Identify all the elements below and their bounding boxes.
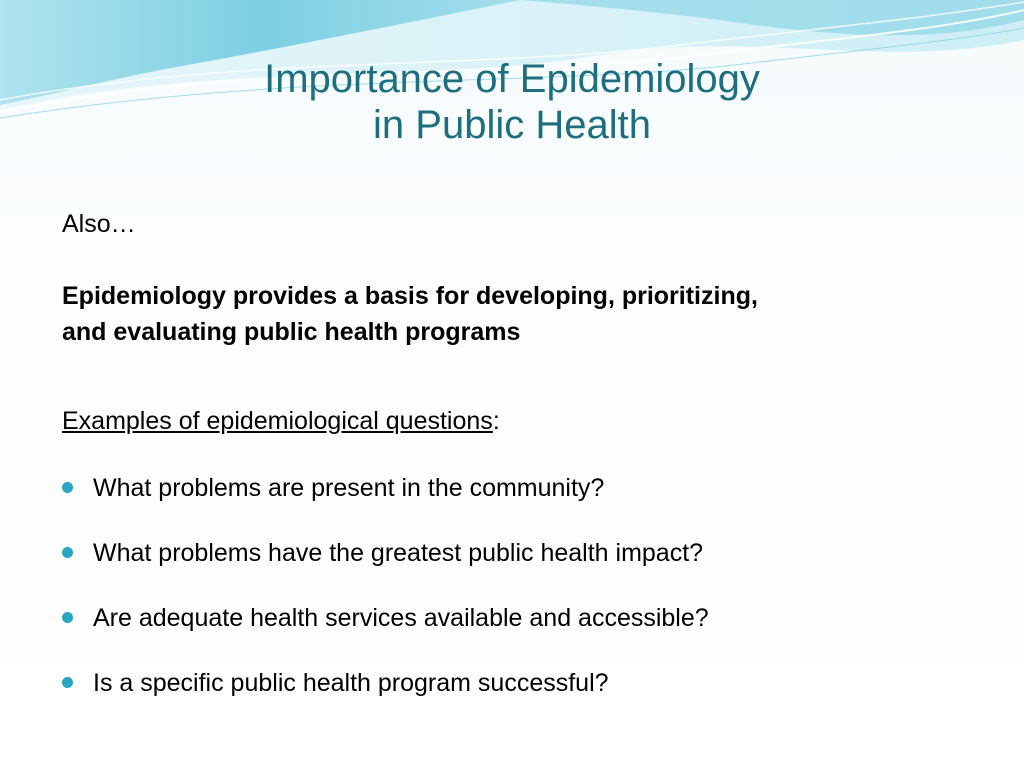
examples-colon: : bbox=[492, 407, 500, 435]
key-statement-line-1: Epidemiology provides a basis for developing, prioritizing, bbox=[62, 282, 758, 310]
also-text: Also… bbox=[62, 210, 136, 238]
list-item-text: Is a specific public health program successful? bbox=[93, 669, 609, 697]
slide-title bbox=[0, 56, 1024, 148]
bullet-icon bbox=[62, 677, 73, 688]
title-line-2: in Public Health bbox=[373, 103, 651, 147]
bullet-icon bbox=[62, 612, 73, 623]
list-item bbox=[62, 600, 709, 665]
examples-heading bbox=[62, 403, 500, 439]
list-item-text: What problems are present in the community? bbox=[93, 474, 605, 502]
question-list bbox=[62, 470, 709, 730]
list-item bbox=[62, 535, 709, 600]
title-line-1: Importance of Epidemiology bbox=[264, 57, 760, 101]
list-item-text: What problems have the greatest public health impact? bbox=[93, 539, 704, 567]
bullet-icon bbox=[62, 547, 73, 558]
key-statement-line-2: and evaluating public health programs bbox=[62, 318, 521, 346]
examples-label: Examples of epidemiological questions bbox=[62, 407, 493, 435]
list-item bbox=[62, 665, 709, 730]
list-item bbox=[62, 470, 709, 535]
list-item-text: Are adequate health services available and accessible? bbox=[93, 604, 709, 632]
key-statement bbox=[62, 278, 962, 350]
bullet-icon bbox=[62, 482, 73, 493]
